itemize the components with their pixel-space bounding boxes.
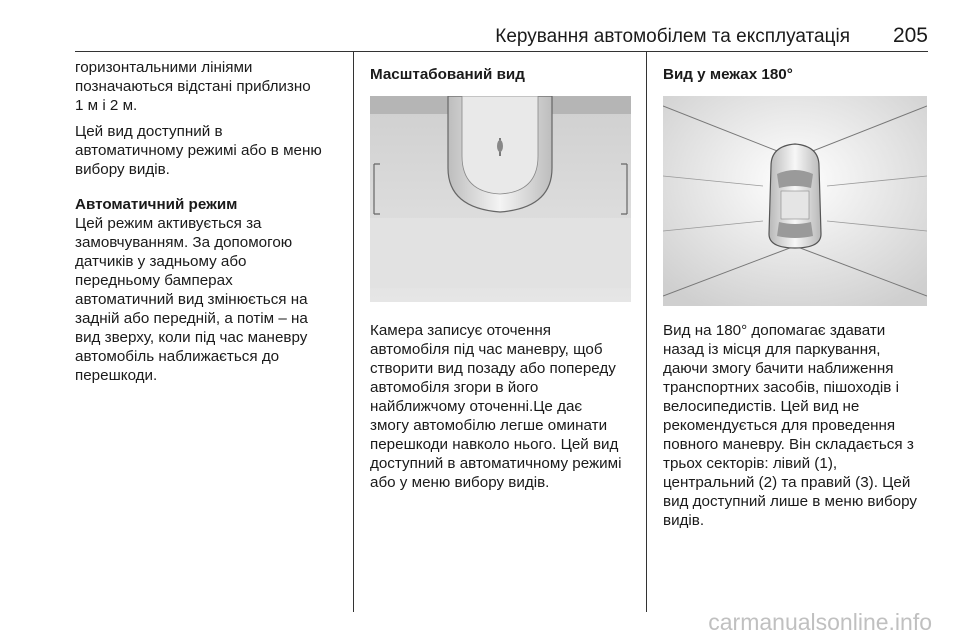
- view-180-illustration: [663, 96, 927, 306]
- top-view-car-image: [370, 96, 631, 302]
- column-2: [370, 65, 640, 84]
- col1-para3: Цей режим активується за замовчуванням. За допомогою датчиків у задньому або передньому бамперах автоматичний вид змінюється на задній або передній, а потім – на вид зверху, коли під час маневру автомобіль наближається до перешкоди.: [75, 215, 308, 384]
- column-divider-2: [646, 52, 647, 612]
- col1-para2: Цей вид доступний в автоматичному режимі або в меню вибору видів.: [75, 123, 322, 178]
- watermark: carmanualsonline.info: [708, 609, 932, 635]
- section-heading-auto-mode: Автоматичний режим: [75, 196, 238, 213]
- column-3: [663, 65, 933, 84]
- col3-para: Вид на 180° допомагає здавати назад із місця для паркування, даючи змогу бачити наближення транспортних засобів, пішоходів і велосипедистів. Цей вид не рекомендується для проведення повного маневру. Він складається з трьох секторів: лівий (1), центральний (2) та правий (3). Цей вид доступний лише в меню вибору видів.: [663, 322, 917, 529]
- section-heading-180-view: Вид у межах 180°: [663, 66, 793, 83]
- header-title: Керування автомобілем та експлуатація: [495, 26, 850, 47]
- header-rule: [75, 51, 928, 52]
- col1-para1: горизонтальними лініями позначаються відстані приблизно 1 м і 2 м.: [75, 59, 311, 114]
- column-divider-1: [353, 52, 354, 612]
- column-3-text: [663, 321, 933, 537]
- scaled-view-illustration: [370, 96, 631, 302]
- column-2-text: [370, 321, 640, 499]
- page-number: 205: [892, 24, 928, 47]
- col2-para: Камера записує оточення автомобіля під час маневру, щоб створити вид позаду або попереду автомобіля згори в його найближчому оточенні.Це дає змогу автомобілю легше оминати перешкоди навколо нього. Цей вид доступний в автоматичному режимі або у меню вибору видів.: [370, 322, 622, 491]
- sector-diagram-image: [663, 96, 927, 306]
- column-1: [75, 58, 347, 392]
- section-heading-scaled-view: Масштабований вид: [370, 66, 525, 83]
- page-header: [75, 0, 928, 52]
